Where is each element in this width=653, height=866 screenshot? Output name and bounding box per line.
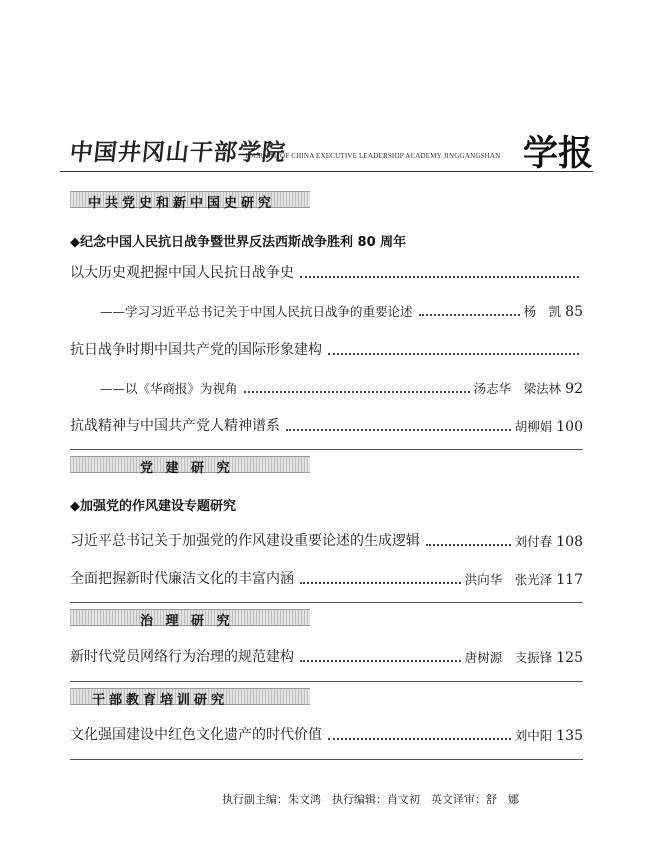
leader-dots: [328, 349, 579, 355]
section-heading-party-history: [70, 191, 310, 211]
leader-dots: [419, 310, 520, 316]
entry-page: 92: [565, 381, 583, 397]
section-heading-label: 党 建 研 究: [140, 461, 234, 476]
leader-dots: [286, 425, 511, 431]
entry-page: 117: [556, 572, 583, 588]
section-heading-label: 中共党史和新中国史研究: [88, 196, 276, 211]
journal-title: 学报: [522, 134, 593, 174]
entry-author: 胡柳娟: [514, 419, 553, 434]
entry-author: 杨 凯: [523, 304, 562, 319]
entry-page: 108: [556, 534, 583, 550]
section-heading-label: 治 理 研 究: [140, 614, 234, 629]
entry-page: 135: [556, 728, 583, 744]
toc-entry[interactable]: [70, 262, 583, 282]
entry-page: 100: [556, 419, 583, 435]
entry-title: 抗战精神与中国共产党人精神谱系: [70, 418, 280, 434]
entry-subtitle: ——学习习近平总书记关于中国人民抗日战争的重要论述: [100, 304, 413, 319]
toc-entry[interactable]: [70, 415, 583, 435]
masthead: [60, 118, 593, 178]
leader-dots: [300, 272, 579, 278]
section-rule: [70, 759, 583, 760]
toc-entry-subtitle[interactable]: [100, 377, 583, 397]
toc-entry[interactable]: [70, 646, 583, 666]
section-rule: [70, 602, 583, 603]
masthead-rule: [60, 171, 593, 172]
leader-dots: [426, 540, 511, 546]
section-heading-party-building: [70, 456, 310, 476]
entry-author: 刘中阳: [514, 728, 553, 743]
entry-page: 85: [565, 304, 583, 320]
entry-author: 洪向华 张光泽: [464, 572, 553, 587]
toc-entry[interactable]: [70, 339, 583, 359]
section-heading-label: 干部教育培训研究: [92, 693, 229, 708]
entry-title: 新时代党员网络行为治理的规范建构: [70, 649, 294, 665]
entry-author: 唐树源 支振锋: [464, 650, 553, 665]
section-heading-cadre-training: [70, 688, 310, 708]
entry-author: 刘付春: [514, 534, 553, 549]
toc-entry-subtitle[interactable]: [100, 300, 583, 320]
leader-dots: [300, 656, 461, 662]
toc-entry[interactable]: [70, 724, 583, 744]
journal-logo-calligraphy: 中国井冈山干部学院: [68, 139, 288, 166]
leader-dots: [300, 578, 461, 584]
section-rule: [70, 681, 583, 682]
entry-title: 抗日战争时期中国共产党的国际形象建构: [70, 342, 322, 358]
toc-entry[interactable]: [70, 568, 583, 588]
section-rule: [70, 449, 583, 450]
entry-page: 125: [556, 650, 583, 666]
topic-heading: ◆纪念中国人民抗日战争暨世界反法西斯战争胜利 80 周年: [70, 235, 407, 250]
entry-title: 习近平总书记关于加强党的作风建设重要论述的生成逻辑: [70, 533, 420, 549]
entry-subtitle: ——以《华商报》为视角: [100, 381, 238, 396]
entry-title: 以大历史观把握中国人民抗日战争史: [70, 265, 294, 281]
editor-credits: 执行副主编：朱文鸿 执行编辑：肖文初 英文译审：舒 娜: [222, 793, 519, 806]
leader-dots: [244, 387, 470, 393]
entry-author: 汤志华 梁法林: [473, 381, 562, 396]
leader-dots: [328, 734, 511, 740]
toc-entry[interactable]: [70, 530, 583, 550]
journal-english-name: JOURNAL OF CHINA EXECUTIVE LEADERSHIP ACADEMY JINGGANGSHAN: [245, 152, 501, 160]
topic-heading: ◆加强党的作风建设专题研究: [70, 499, 236, 514]
entry-title: 全面把握新时代廉洁文化的丰富内涵: [70, 571, 294, 587]
section-heading-governance: [70, 609, 310, 629]
entry-title: 文化强国建设中红色文化遗产的时代价值: [70, 727, 322, 743]
